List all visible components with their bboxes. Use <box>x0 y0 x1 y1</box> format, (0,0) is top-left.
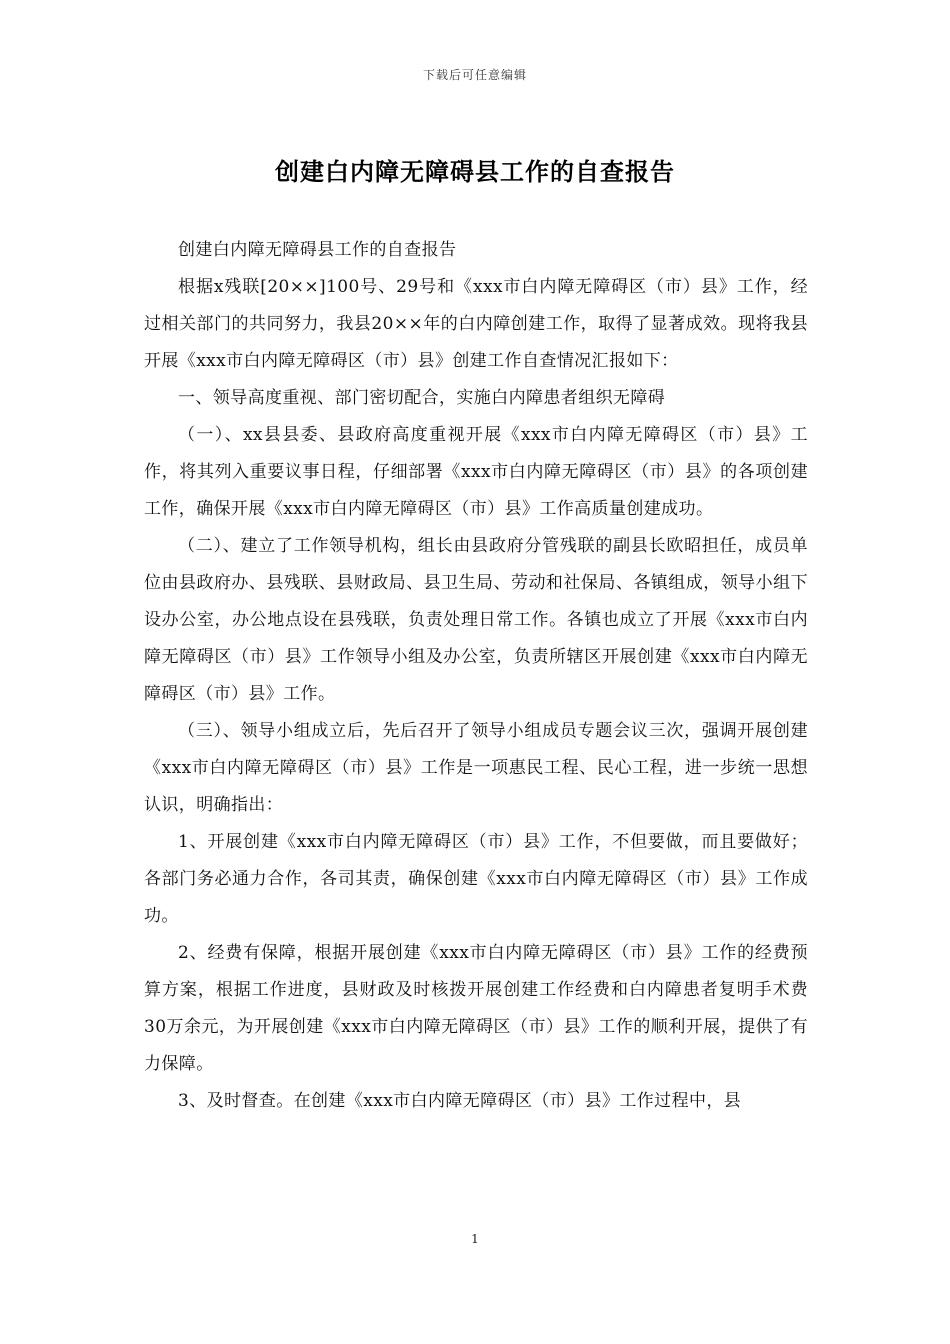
paragraph-point-1: 1、开展创建《xxx市白内障无障碍区（市）县》工作，不但要做，而且要做好；各部门务必通力合作，各司其责，确保创建《xxx市白内障无障碍区（市）县》工作成功。 <box>144 832 808 926</box>
document-body <box>144 232 808 1120</box>
paragraph-point-3: 3、及时督查。在创建《xxx市白内障无障碍区（市）县》工作过程中，县 <box>178 1091 742 1111</box>
section-heading-1: 一、领导高度重视、部门密切配合，实施白内障患者组织无障碍 <box>178 388 666 408</box>
page-number: 1 <box>471 1232 479 1246</box>
paragraph-item-2: （二）、建立了工作领导机构，组长由县政府分管残联的副县长欧昭担任，成员单位由县政府办、县残联、县财政局、县卫生局、劳动和社保局、各镇组成，领导小组下设办公室，办公地点设在县残联，负责处理日常工作。各镇也成立了开展《xxx市白内障无障碍区（市）县》工作领导小组及办公室，负责所辖区开展创建《xxx市白内障无障碍区（市）县》工作。 <box>144 536 808 704</box>
document-title: 创建白内障无障碍县工作的自查报告 <box>275 157 675 186</box>
paragraph-item-1: （一）、xx县县委、县政府高度重视开展《xxx市白内障无障碍区（市）县》工作，将其列入重要议事日程，仔细部署《xxx市白内障无障碍区（市）县》的各项创建工作，确保开展《xxx市白内障无障碍区（市）县》工作高质量创建成功。 <box>144 425 808 519</box>
paragraph-point-2: 2、经费有保障，根据开展创建《xxx市白内障无障碍区（市）县》工作的经费预算方案，根据工作进度，县财政及时核拨开展创建工作经费和白内障患者复明手术费30万余元，为开展创建《xxx市白内障无障碍区（市）县》工作的顺利开展，提供了有力保障。 <box>144 943 808 1074</box>
paragraph-item-3: （三）、领导小组成立后，先后召开了领导小组成员专题会议三次，强调开展创建《xxx市白内障无障碍区（市）县》工作是一项惠民工程、民心工程，进一步统一思想认识，明确指出： <box>144 721 808 815</box>
header-note: 下载后可任意编辑 <box>422 68 527 82</box>
paragraph-subtitle: 创建白内障无障碍县工作的自查报告 <box>178 240 457 260</box>
paragraph-intro: 根据x残联[20××]100号、29号和《xxx市白内障无障碍区（市）县》工作，经过相关部门的共同努力，我县20××年的白内障创建工作，取得了显著成效。现将我县开展《xxx市白内障无障碍区（市）县》创建工作自查情况汇报如下： <box>144 277 808 371</box>
